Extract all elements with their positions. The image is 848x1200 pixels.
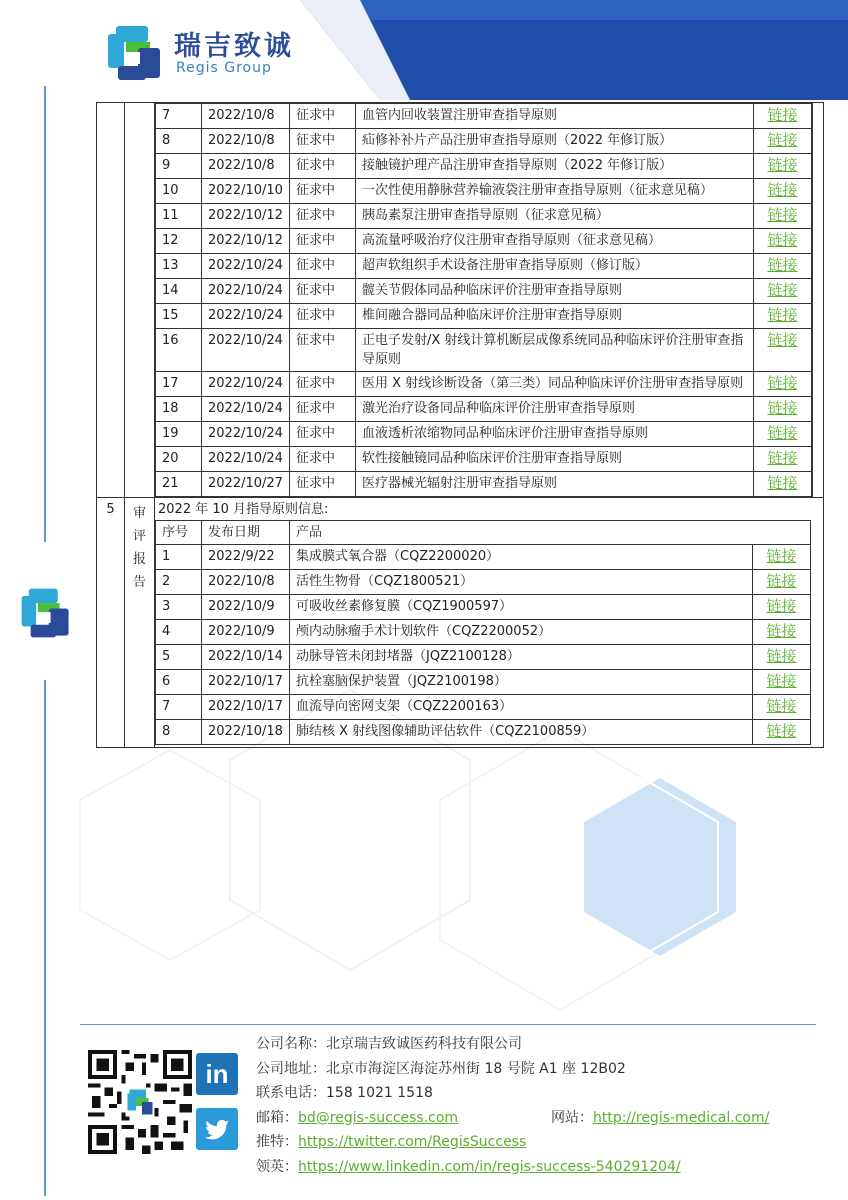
review-link[interactable]: 链接 [766, 697, 797, 715]
review-date: 2022/9/22 [202, 545, 290, 570]
review-product: 动脉导管未闭封堵器（JQZ2100128） [290, 645, 753, 670]
guideline-link[interactable]: 链接 [767, 206, 798, 224]
guideline-link-cell [754, 329, 812, 372]
guideline-number: 18 [156, 397, 202, 422]
review-product: 可吸收丝素修复膜（CQZ1900597） [290, 595, 753, 620]
header-product: 产品 [290, 521, 811, 545]
guideline-link-cell [754, 129, 812, 154]
guideline-row [156, 329, 812, 372]
guideline-link-cell [754, 472, 812, 497]
guideline-status: 征求中 [289, 329, 355, 372]
guideline-number: 19 [156, 422, 202, 447]
guideline-number: 16 [156, 329, 202, 372]
review-link[interactable]: 链接 [766, 647, 797, 665]
guideline-date: 2022/10/10 [202, 179, 290, 204]
section-5-row [97, 498, 824, 748]
review-link[interactable]: 链接 [766, 572, 797, 590]
guideline-link[interactable]: 链接 [767, 231, 798, 249]
guideline-status: 征求中 [289, 104, 355, 129]
guideline-row [156, 304, 812, 329]
linkedin-link[interactable]: https://www.linkedin.com/in/regis-success-540291204/ [298, 1158, 681, 1175]
guideline-title: 椎间融合器同品种临床评价注册审查指导原则 [355, 304, 753, 329]
section-5-title-char: 审 [132, 506, 146, 521]
guideline-number: 20 [156, 447, 202, 472]
review-date: 2022/10/17 [202, 695, 290, 720]
guideline-number: 11 [156, 204, 202, 229]
review-row [156, 570, 811, 595]
guideline-link[interactable]: 链接 [767, 106, 798, 124]
logo-icon [104, 22, 166, 84]
guideline-link[interactable]: 链接 [767, 374, 798, 392]
review-date: 2022/10/8 [202, 570, 290, 595]
guideline-status: 征求中 [289, 304, 355, 329]
review-row [156, 670, 811, 695]
review-link-cell [753, 645, 811, 670]
header-band [300, 0, 848, 100]
guideline-title: 血管内回收装置注册审查指导原则 [355, 104, 753, 129]
review-link-cell [753, 570, 811, 595]
linkedin-icon[interactable]: in [196, 1053, 238, 1095]
guideline-link-cell [754, 204, 812, 229]
guidelines-inner-table [155, 103, 812, 497]
review-link-cell [753, 670, 811, 695]
guideline-status: 征求中 [289, 397, 355, 422]
guideline-link[interactable]: 链接 [767, 424, 798, 442]
guideline-status: 征求中 [289, 447, 355, 472]
guideline-link[interactable]: 链接 [767, 131, 798, 149]
review-link-cell [753, 695, 811, 720]
right-spacer-cell [813, 103, 824, 498]
guideline-date: 2022/10/8 [202, 104, 290, 129]
company-phone: 联系电话：158 1021 1518 [256, 1085, 433, 1101]
guideline-link[interactable]: 链接 [767, 181, 798, 199]
qr-code [88, 1050, 192, 1154]
guideline-link[interactable]: 链接 [767, 306, 798, 324]
guideline-link-cell [754, 372, 812, 397]
guideline-title: 一次性使用静脉营养输液袋注册审查指导原则（征求意见稿） [355, 179, 753, 204]
linkedin-label: 领英： [256, 1158, 298, 1175]
guideline-link[interactable]: 链接 [767, 474, 798, 492]
guidelines-list-cell [155, 103, 813, 498]
left-decor-line-bottom [44, 680, 46, 1196]
review-row [156, 595, 811, 620]
guideline-link-cell [754, 279, 812, 304]
guideline-number: 17 [156, 372, 202, 397]
guideline-status: 征求中 [289, 229, 355, 254]
section-5-title-char: 报 [132, 552, 146, 567]
guideline-title: 正电子发射/X 射线计算机断层成像系统同品种临床评价注册审查指导原则 [355, 329, 753, 372]
twitter-line [256, 1130, 769, 1155]
review-row [156, 720, 811, 745]
review-link-cell [753, 595, 811, 620]
header-date: 发布日期 [202, 521, 290, 545]
review-link[interactable]: 链接 [766, 622, 797, 640]
guideline-row [156, 279, 812, 304]
guideline-title: 疝修补补片产品注册审查指导原则（2022 年修订版） [355, 129, 753, 154]
review-link-cell [753, 620, 811, 645]
guideline-row [156, 104, 812, 129]
review-product: 抗栓塞脑保护装置（JQZ2100198） [290, 670, 753, 695]
review-row [156, 545, 811, 570]
guideline-date: 2022/10/24 [202, 304, 290, 329]
guideline-row [156, 254, 812, 279]
guideline-status: 征求中 [289, 422, 355, 447]
section-5-title [125, 498, 155, 748]
guideline-link-cell [754, 447, 812, 472]
guideline-row [156, 422, 812, 447]
guideline-title: 医用 X 射线诊断设备（第三类）同品种临床评价注册审查指导原则 [355, 372, 753, 397]
guideline-date: 2022/10/24 [202, 372, 290, 397]
guideline-number: 8 [156, 129, 202, 154]
guideline-status: 征求中 [289, 472, 355, 497]
guideline-title: 激光治疗设备同品种临床评价注册审查指导原则 [355, 397, 753, 422]
section-5-intro: 2022 年 10 月指导原则信息: [158, 502, 329, 517]
review-reports-table [155, 520, 811, 745]
guideline-date: 2022/10/24 [202, 279, 290, 304]
guideline-number: 15 [156, 304, 202, 329]
contact-info [256, 1032, 769, 1179]
email-link[interactable]: bd@regis-success.com [298, 1109, 459, 1126]
guideline-number: 14 [156, 279, 202, 304]
guideline-row [156, 229, 812, 254]
review-link[interactable]: 链接 [766, 672, 797, 690]
guideline-date: 2022/10/24 [202, 447, 290, 472]
guideline-link[interactable]: 链接 [767, 331, 798, 349]
website-link[interactable]: http://regis-medical.com/ [592, 1109, 770, 1126]
guideline-link-cell [754, 304, 812, 329]
guideline-link[interactable]: 链接 [767, 256, 798, 274]
guideline-link-cell [754, 154, 812, 179]
guideline-title: 医疗器械光辐射注册审查指导原则 [355, 472, 753, 497]
guideline-date: 2022/10/24 [202, 329, 290, 372]
guideline-status: 征求中 [289, 279, 355, 304]
guideline-number: 9 [156, 154, 202, 179]
guideline-number: 7 [156, 104, 202, 129]
review-row [156, 645, 811, 670]
review-date: 2022/10/9 [202, 595, 290, 620]
review-number: 5 [156, 645, 202, 670]
review-date: 2022/10/17 [202, 670, 290, 695]
guideline-title: 高流量呼吸治疗仪注册审查指导原则（征求意见稿） [355, 229, 753, 254]
guideline-status: 征求中 [289, 129, 355, 154]
review-number: 1 [156, 545, 202, 570]
guideline-link[interactable]: 链接 [767, 449, 798, 467]
section-5-title-char: 评 [132, 529, 146, 544]
review-date: 2022/10/14 [202, 645, 290, 670]
left-decor-line-top [44, 86, 46, 542]
guideline-date: 2022/10/8 [202, 154, 290, 179]
review-number: 8 [156, 720, 202, 745]
review-link[interactable]: 链接 [766, 597, 797, 615]
guideline-row [156, 129, 812, 154]
guideline-row [156, 154, 812, 179]
guideline-row [156, 397, 812, 422]
header-no: 序号 [156, 521, 202, 545]
twitter-label: 推特： [256, 1134, 298, 1150]
review-row [156, 620, 811, 645]
review-link[interactable]: 链接 [766, 722, 797, 740]
twitter-link[interactable]: https://twitter.com/RegisSuccess [298, 1134, 527, 1150]
guideline-link-cell [754, 229, 812, 254]
review-header-row [156, 521, 811, 545]
guideline-link-cell [754, 422, 812, 447]
section-5-title-char: 告 [132, 575, 146, 590]
review-link-cell [753, 720, 811, 745]
guideline-title: 髋关节假体同品种临床评价注册审查指导原则 [355, 279, 753, 304]
review-link-cell [753, 545, 811, 570]
guideline-link-cell [754, 104, 812, 129]
guidelines-table [96, 102, 824, 748]
email-label: 邮箱： [256, 1109, 298, 1126]
guideline-date: 2022/10/27 [202, 472, 290, 497]
guideline-date: 2022/10/24 [202, 397, 290, 422]
guideline-row [156, 179, 812, 204]
review-number: 3 [156, 595, 202, 620]
guideline-row [156, 472, 812, 497]
guideline-title: 软性接触镜同品种临床评价注册审查指导原则 [355, 447, 753, 472]
guideline-title: 血液透析浓缩物同品种临床评价注册审查指导原则 [355, 422, 753, 447]
twitter-icon[interactable] [196, 1108, 238, 1150]
section-title-cell [125, 103, 155, 498]
review-number: 6 [156, 670, 202, 695]
review-product: 活性生物骨（CQZ1800521） [290, 570, 753, 595]
review-date: 2022/10/9 [202, 620, 290, 645]
review-row [156, 695, 811, 720]
guideline-status: 征求中 [289, 154, 355, 179]
side-logo-icon [18, 584, 74, 642]
company-address: 公司地址：北京市海淀区海淀苏州街 18 号院 A1 座 12B02 [256, 1060, 626, 1077]
linkedin-line [256, 1155, 769, 1180]
guideline-date: 2022/10/8 [202, 129, 290, 154]
website-label: 网站： [550, 1109, 593, 1126]
guideline-number: 10 [156, 179, 202, 204]
review-number: 7 [156, 695, 202, 720]
guideline-title: 超声软组织手术设备注册审查指导原则（修订版） [355, 254, 753, 279]
review-date: 2022/10/18 [202, 720, 290, 745]
guideline-row [156, 372, 812, 397]
guideline-status: 征求中 [289, 254, 355, 279]
review-number: 2 [156, 570, 202, 595]
section-5-content [155, 498, 824, 748]
footer-divider [80, 1024, 816, 1025]
guideline-row [156, 204, 812, 229]
company-name: 公司名称：北京瑞吉致诚医药科技有限公司 [256, 1036, 522, 1052]
guideline-status: 征求中 [289, 179, 355, 204]
guideline-status: 征求中 [289, 204, 355, 229]
review-number: 4 [156, 620, 202, 645]
guideline-link[interactable]: 链接 [767, 399, 798, 417]
guideline-link[interactable]: 链接 [767, 281, 798, 299]
section-guidelines-row [97, 103, 824, 498]
guideline-link-cell [754, 179, 812, 204]
guideline-date: 2022/10/24 [202, 254, 290, 279]
guideline-row [156, 447, 812, 472]
review-link[interactable]: 链接 [766, 547, 797, 565]
guideline-status: 征求中 [289, 372, 355, 397]
guideline-date: 2022/10/12 [202, 229, 290, 254]
company-logo [104, 20, 334, 86]
review-product: 集成膜式氧合器（CQZ2200020） [290, 545, 753, 570]
guideline-title: 胰岛素泵注册审查指导原则（征求意见稿） [355, 204, 753, 229]
guideline-number: 12 [156, 229, 202, 254]
review-product: 血流导向密网支架（CQZ2200163） [290, 695, 753, 720]
guideline-date: 2022/10/24 [202, 422, 290, 447]
guideline-link[interactable]: 链接 [767, 156, 798, 174]
guideline-number: 21 [156, 472, 202, 497]
guideline-link-cell [754, 397, 812, 422]
section-number-cell [97, 103, 125, 498]
guideline-number: 13 [156, 254, 202, 279]
twitter-bird-icon [196, 1108, 238, 1150]
section-5-number: 5 [97, 498, 125, 748]
logo-chinese-name: 瑞吉致诚 [174, 31, 294, 62]
review-product: 颅内动脉瘤手术计划软件（CQZ2200052） [290, 620, 753, 645]
review-product: 肺结核 X 射线图像辅助评估软件（CQZ2100859） [290, 720, 753, 745]
guideline-date: 2022/10/12 [202, 204, 290, 229]
email-website-line [256, 1106, 769, 1131]
guideline-title: 接触镜护理产品注册审查指导原则（2022 年修订版） [355, 154, 753, 179]
logo-english-name: Regis Group [176, 60, 272, 76]
guideline-link-cell [754, 254, 812, 279]
